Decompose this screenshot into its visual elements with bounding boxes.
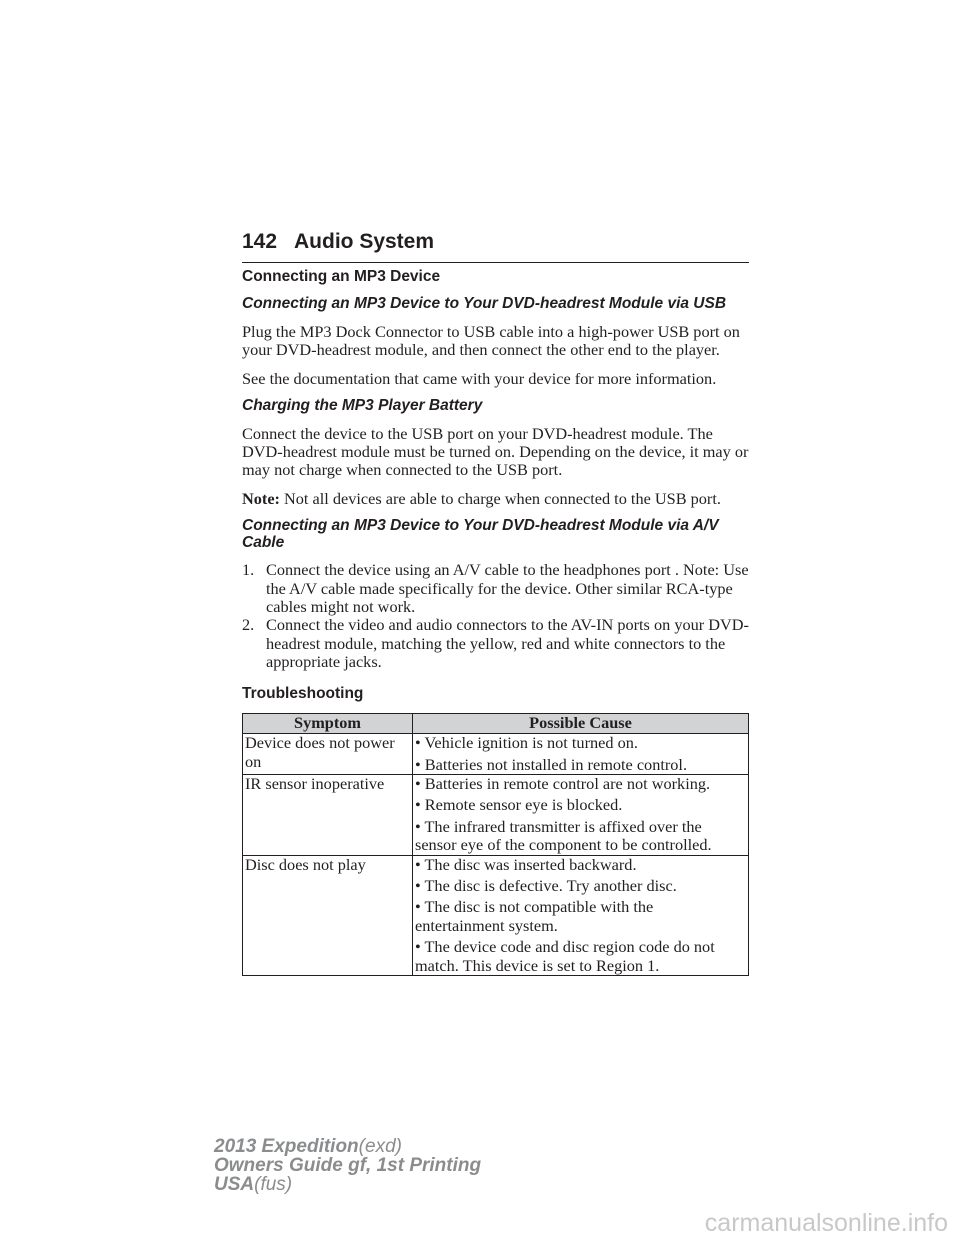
document-footer	[214, 1137, 481, 1194]
step-item	[242, 616, 749, 671]
table-row	[243, 734, 749, 775]
cause-cell	[413, 774, 749, 855]
symptom-cell: Disc does not play	[243, 855, 413, 975]
table-row	[243, 774, 749, 855]
bullet: •	[415, 897, 421, 917]
cause-item: • Remote sensor eye is blocked.	[415, 795, 623, 815]
heading-connecting-mp3: Connecting an MP3 Device	[242, 268, 441, 285]
symptom-cell: Device does not power on	[243, 734, 413, 775]
step-text: Connect the device using an A/V cable to the headphones port . Note: Use the A/V cable made specifically for the device. Other similar RCA-type cables might not work.	[266, 560, 749, 617]
bullet: •	[415, 754, 421, 774]
bullet: •	[415, 795, 421, 815]
cause-item: • The infrared transmitter is affixed over the sensor eye of the component to be controlled.	[415, 816, 712, 855]
section-title: Audio System	[294, 230, 435, 253]
step-text: Connect the video and audio connectors to the AV-IN ports on your DVD-headrest module, matching the yellow, red and white connectors to the appropriate jacks.	[266, 615, 749, 672]
cause-item: • Batteries in remote control are not working.	[415, 773, 711, 793]
cause-item: • The disc is defective. Try another disc.	[415, 875, 677, 895]
step-number: 2.	[242, 615, 255, 635]
step-item	[242, 561, 749, 616]
symptom-cell: IR sensor inoperative	[243, 774, 413, 855]
paragraph-usb: Plug the MP3 Dock Connector to USB cable into a high-power USB port on your DVD-headrest module, and then connect the other end to the player.	[242, 321, 740, 360]
troubleshooting-table	[242, 713, 749, 976]
table-header-row	[243, 714, 749, 734]
footer-line-3: USA(fus)	[214, 1174, 293, 1195]
column-header-cause: Possible Cause	[413, 714, 749, 734]
note-paragraph	[242, 490, 749, 508]
page-number: 142	[242, 230, 278, 253]
cause-cell	[413, 855, 749, 975]
heading-charging: Charging the MP3 Player Battery	[242, 397, 483, 415]
bullet: •	[415, 773, 421, 793]
bullet: •	[415, 854, 421, 874]
heading-av-cable	[242, 518, 749, 551]
footer-line-2: Owners Guide gf, 1st Printing	[214, 1155, 482, 1176]
page-content	[242, 268, 749, 976]
heading-av-line2: Cable	[242, 533, 285, 551]
bullet: •	[415, 937, 421, 957]
step-number: 1.	[242, 560, 255, 580]
heading-troubleshooting: Troubleshooting	[242, 684, 364, 702]
cause-item: • The disc was inserted backward.	[415, 854, 637, 874]
table-row	[243, 855, 749, 975]
note-text: Not all devices are able to charge when connected to the USB port.	[279, 488, 721, 508]
cause-cell	[413, 734, 749, 775]
cause-item: • Batteries not installed in remote control.	[415, 754, 688, 774]
note-label: Note:	[242, 488, 280, 508]
column-header-symptom: Symptom	[243, 714, 413, 734]
cause-item: • Vehicle ignition is not turned on.	[415, 733, 638, 753]
watermark-text: carmanualsonline.info	[704, 1209, 948, 1237]
bullet: •	[415, 875, 421, 895]
cause-item: • The disc is not compatible with the entertainment system.	[415, 897, 654, 935]
bullet: •	[415, 733, 421, 753]
heading-usb: Connecting an MP3 Device to Your DVD-headrest Module via USB	[242, 295, 727, 313]
footer-line-1: 2013 Expedition(exd)	[214, 1136, 402, 1157]
paragraph-documentation: See the documentation that came with your device for more information.	[242, 368, 717, 388]
steps-list	[242, 561, 749, 671]
page-header	[242, 230, 749, 263]
paragraph-charging: Connect the device to the USB port on your DVD-headrest module. The DVD-headrest module must be turned on. Depending on the device, it may or may not charge when connected to the USB port.	[242, 423, 749, 480]
bullet: •	[415, 816, 421, 836]
cause-item: • The device code and disc region code do not match. This device is set to Region 1.	[415, 937, 715, 975]
heading-av-line1: Connecting an MP3 Device to Your DVD-headrest Module via A/V	[242, 517, 719, 535]
